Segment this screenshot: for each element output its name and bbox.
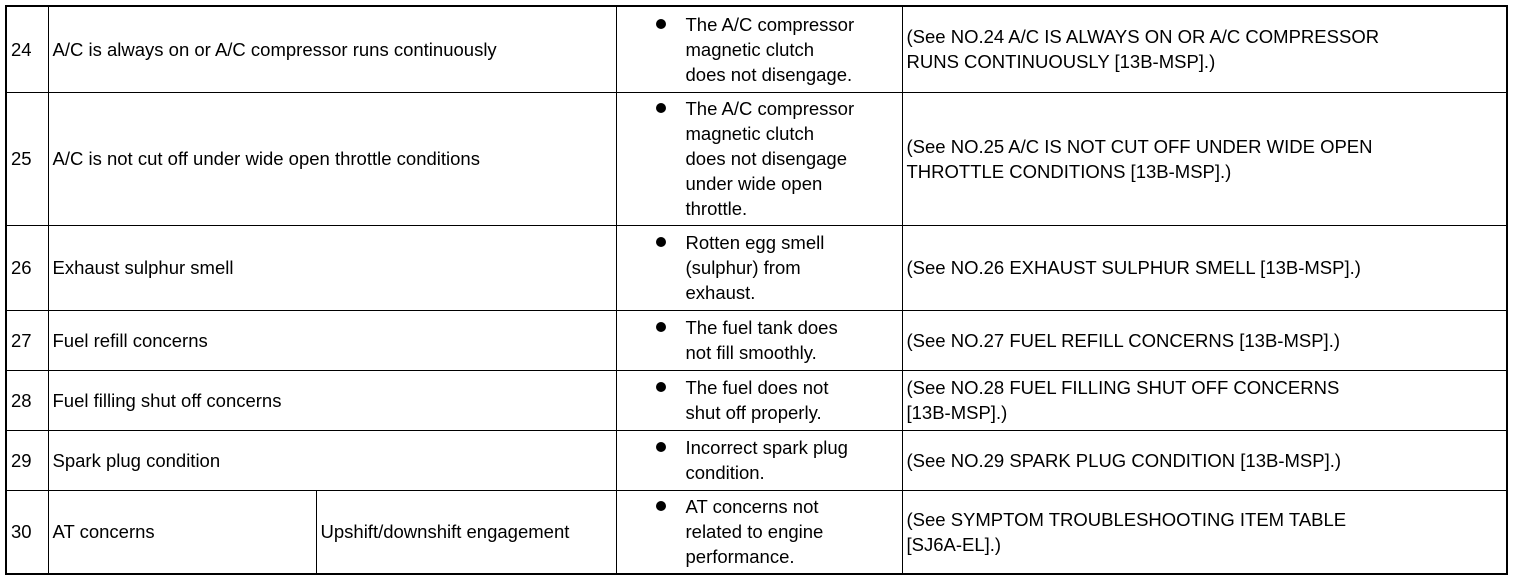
reference-cell [902, 92, 1507, 225]
mode-line: Incorrect spark plug [685, 437, 848, 458]
reference-line: (See NO.28 FUEL FILLING SHUT OFF CONCERNS [906, 377, 1340, 398]
bullet-icon [656, 435, 686, 460]
mode-cell [616, 225, 902, 310]
mode-cell [616, 92, 902, 225]
mode-line: exhaust. [685, 282, 756, 303]
table-row [6, 370, 1507, 430]
reference-line: (See NO.25 A/C IS NOT CUT OFF UNDER WIDE OPEN [906, 135, 1373, 157]
mode-line: AT concerns not [685, 496, 819, 518]
mode-line: does not disengage. [685, 63, 853, 85]
reference-cell [902, 225, 1507, 310]
symptom-cell: Spark plug condition [48, 430, 616, 490]
reference-cell [902, 430, 1507, 490]
reference-cell [902, 6, 1507, 92]
symptom-cell: Exhaust sulphur smell [48, 225, 616, 310]
reference-cell [902, 490, 1507, 574]
mode-line: (sulphur) from [685, 257, 801, 278]
mode-cell [616, 490, 902, 574]
mode-line: not fill smoothly. [685, 342, 817, 363]
sub-symptom-cell: Upshift/downshift engagement [316, 490, 616, 574]
reference-cell [902, 370, 1507, 430]
table-row [6, 92, 1507, 225]
mode-line: condition. [685, 462, 765, 483]
reference-line: THROTTLE CONDITIONS [13B-MSP].) [906, 160, 1232, 182]
row-number: 30 [6, 490, 48, 574]
row-number: 28 [6, 370, 48, 430]
reference-line: [SJ6A-EL].) [906, 533, 1002, 555]
mode-line: throttle. [685, 198, 748, 219]
table-row [6, 310, 1507, 370]
symptom-cell: A/C is not cut off under wide open throttle conditions [48, 92, 616, 225]
row-number: 24 [6, 6, 48, 92]
row-number: 29 [6, 430, 48, 490]
mode-line: shut off properly. [685, 402, 822, 423]
row-number: 26 [6, 225, 48, 310]
table-row [6, 6, 1507, 92]
mode-line: magnetic clutch [685, 123, 815, 144]
mode-line: under wide open [685, 173, 823, 194]
symptom-cell: AT concerns [48, 490, 316, 574]
reference-line: (See NO.26 EXHAUST SULPHUR SMELL [13B-MSP].) [906, 257, 1361, 278]
symptom-cell: Fuel refill concerns [48, 310, 616, 370]
mode-line: The fuel does not [685, 377, 829, 398]
mode-line: The A/C compressor [685, 98, 855, 119]
row-number: 27 [6, 310, 48, 370]
mode-line: Rotten egg smell [685, 232, 825, 253]
mode-cell [616, 310, 902, 370]
reference-line: (See NO.29 SPARK PLUG CONDITION [13B-MSP].) [906, 449, 1342, 471]
reference-line: RUNS CONTINUOUSLY [13B-MSP].) [906, 51, 1216, 73]
reference-line: (See NO.27 FUEL REFILL CONCERNS [13B-MSP].) [906, 329, 1340, 351]
mode-cell [616, 430, 902, 490]
bullet-icon [656, 375, 686, 400]
mode-line: The A/C compressor [685, 13, 855, 35]
table-row [6, 430, 1507, 490]
bullet-icon [656, 12, 686, 37]
reference-line: (See NO.24 A/C IS ALWAYS ON OR A/C COMPRESSOR [906, 26, 1380, 48]
symptom-cell: Fuel filling shut off concerns [48, 370, 616, 430]
reference-line: [13B-MSP].) [906, 402, 1008, 423]
symptom-troubleshooting-table [5, 5, 1508, 575]
symptom-cell: A/C is always on or A/C compressor runs continuously [48, 6, 616, 92]
mode-line: The fuel tank does [685, 317, 838, 338]
bullet-icon [656, 96, 686, 121]
mode-cell [616, 6, 902, 92]
mode-cell [616, 370, 902, 430]
reference-cell [902, 310, 1507, 370]
table-row [6, 490, 1507, 574]
row-number: 25 [6, 92, 48, 225]
bullet-icon [656, 230, 686, 255]
mode-line: magnetic clutch [685, 38, 815, 60]
mode-line: does not disengage [685, 148, 847, 169]
table-row [6, 225, 1507, 310]
bullet-icon [656, 315, 686, 340]
reference-line: (See SYMPTOM TROUBLESHOOTING ITEM TABLE [906, 508, 1347, 530]
bullet-icon [656, 494, 686, 519]
mode-line: performance. [685, 546, 795, 568]
mode-line: related to engine [685, 521, 824, 543]
